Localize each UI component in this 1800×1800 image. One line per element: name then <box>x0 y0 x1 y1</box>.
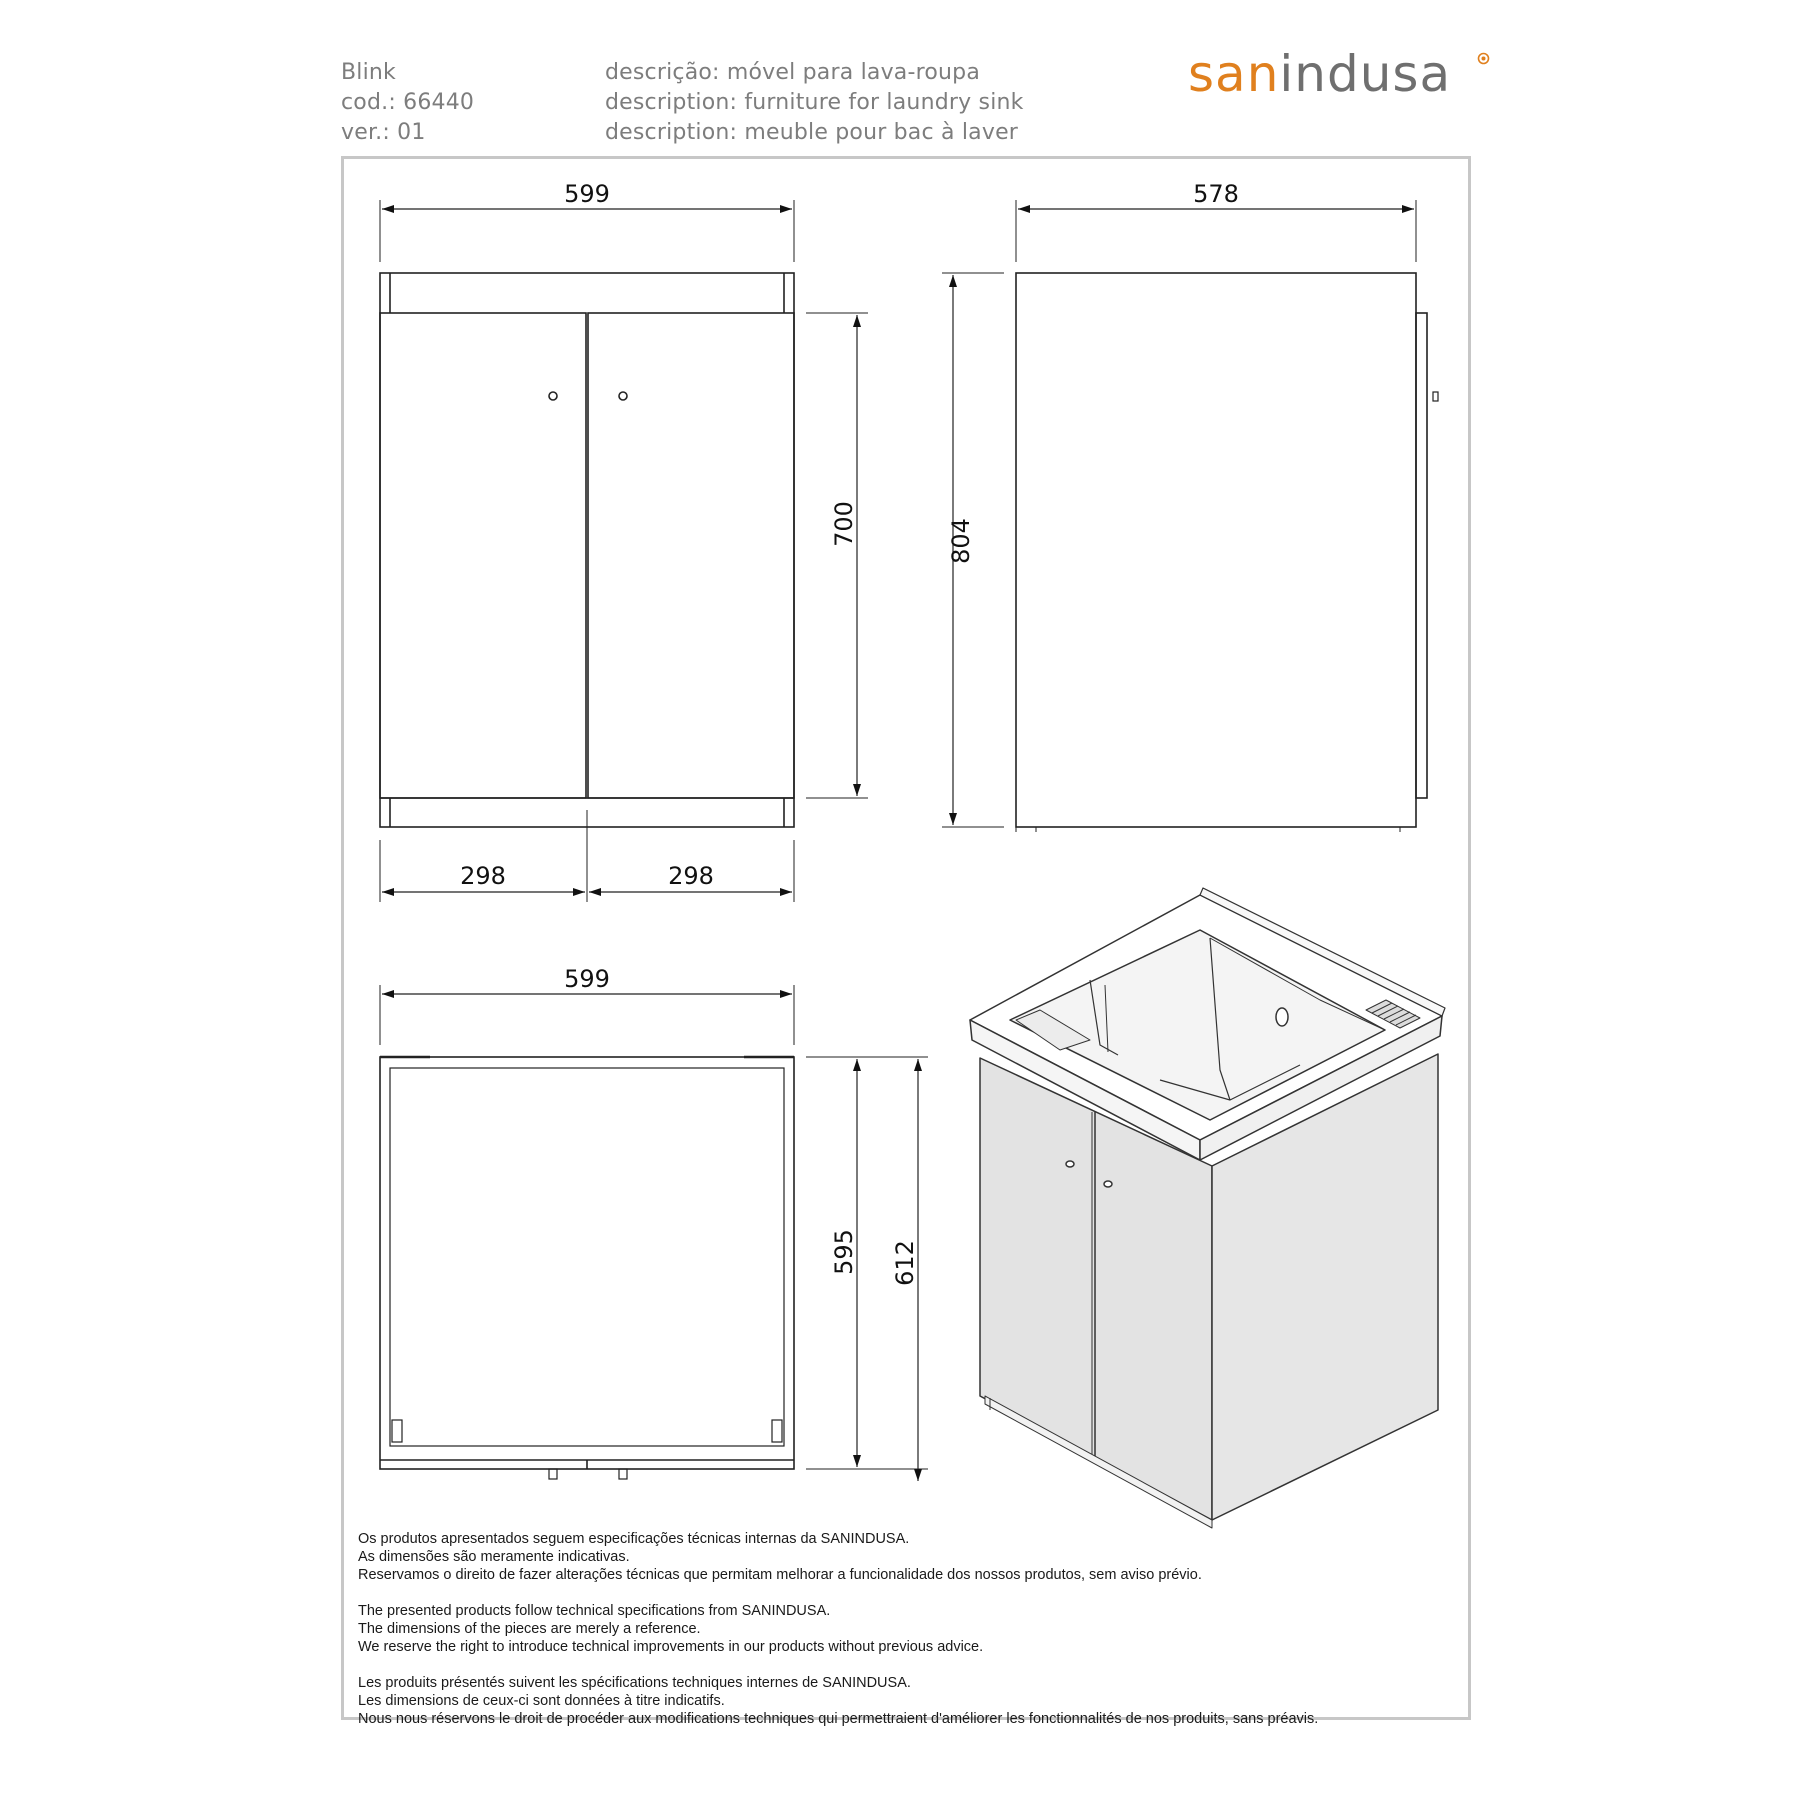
right-door <box>588 313 794 798</box>
dim-side-depth: 578 <box>1193 180 1239 208</box>
side-knob-icon <box>1433 392 1438 401</box>
disclaimer-en-line: The presented products follow technical specifications from SANINDUSA. <box>358 1603 831 1619</box>
dim-top-width: 599 <box>564 965 610 993</box>
3d-knob-right-icon <box>1104 1181 1112 1187</box>
sink-drain-icon <box>1276 1008 1288 1026</box>
disclaimer-fr-line: Les produits présentés suivent les spécifications techniques internes de SANINDUSA. <box>358 1675 911 1691</box>
description-fr: description: meuble pour bac à laver <box>605 120 1019 145</box>
product-version: ver.: 01 <box>341 120 426 145</box>
disclaimer <box>358 1512 1458 1746</box>
dim-front-width: 599 <box>564 180 610 208</box>
dim-front-height: 700 <box>830 501 858 547</box>
disclaimer-fr-line: Les dimensions de ceux-ci sont données à titre indicatifs. <box>358 1693 725 1709</box>
description-pt: descrição: móvel para lava-roupa <box>605 60 981 85</box>
description-en: description: furniture for laundry sink <box>605 90 1024 115</box>
logo-part-san: san <box>1188 45 1280 103</box>
dim-door-left: 298 <box>460 862 506 890</box>
disclaimer-en-line: We reserve the right to introduce technical improvements in our products without previous advice. <box>358 1639 984 1655</box>
top-inner-outline <box>390 1068 784 1446</box>
top-foot-left-icon <box>549 1469 557 1479</box>
side-outline <box>1016 273 1416 827</box>
front-outline <box>380 273 794 827</box>
top-outline <box>380 1057 794 1469</box>
disclaimer-fr-line: Nous nous réservons le droit de procéder aux modifications techniques qui permettraient d'améliorer les fonctionnalités de nos produits, sans préavis. <box>358 1711 1319 1727</box>
dim-outer-depth: 612 <box>891 1240 919 1286</box>
product-name: Blink <box>341 60 397 85</box>
perspective-view <box>970 888 1445 1528</box>
disclaimer-pt-line: Reservamos o direito de fazer alterações técnicas que permitam melhorar a funcionalidade dos nossos produtos, sem aviso prévio. <box>358 1567 1202 1583</box>
dim-door-right: 298 <box>668 862 714 890</box>
dim-inner-depth: 595 <box>830 1229 858 1275</box>
left-door <box>380 313 586 798</box>
logo-part-indusa: indusa <box>1279 45 1452 103</box>
front-view <box>380 200 868 902</box>
side-view <box>942 200 1438 832</box>
door-knob-left-icon <box>549 392 557 400</box>
3d-knob-left-icon <box>1066 1161 1074 1167</box>
disclaimer-pt-line: As dimensões são meramente indicativas. <box>358 1549 630 1565</box>
door-knob-right-icon <box>619 392 627 400</box>
disclaimer-pt-line: Os produtos apresentados seguem especificações técnicas internas da SANINDUSA. <box>358 1531 910 1547</box>
side-door-edge <box>1416 313 1427 798</box>
product-code: cod.: 66440 <box>341 90 475 115</box>
disclaimer-en-line: The dimensions of the pieces are merely a reference. <box>358 1621 701 1637</box>
dim-total-height: 804 <box>947 518 975 564</box>
top-foot-right-icon <box>619 1469 627 1479</box>
